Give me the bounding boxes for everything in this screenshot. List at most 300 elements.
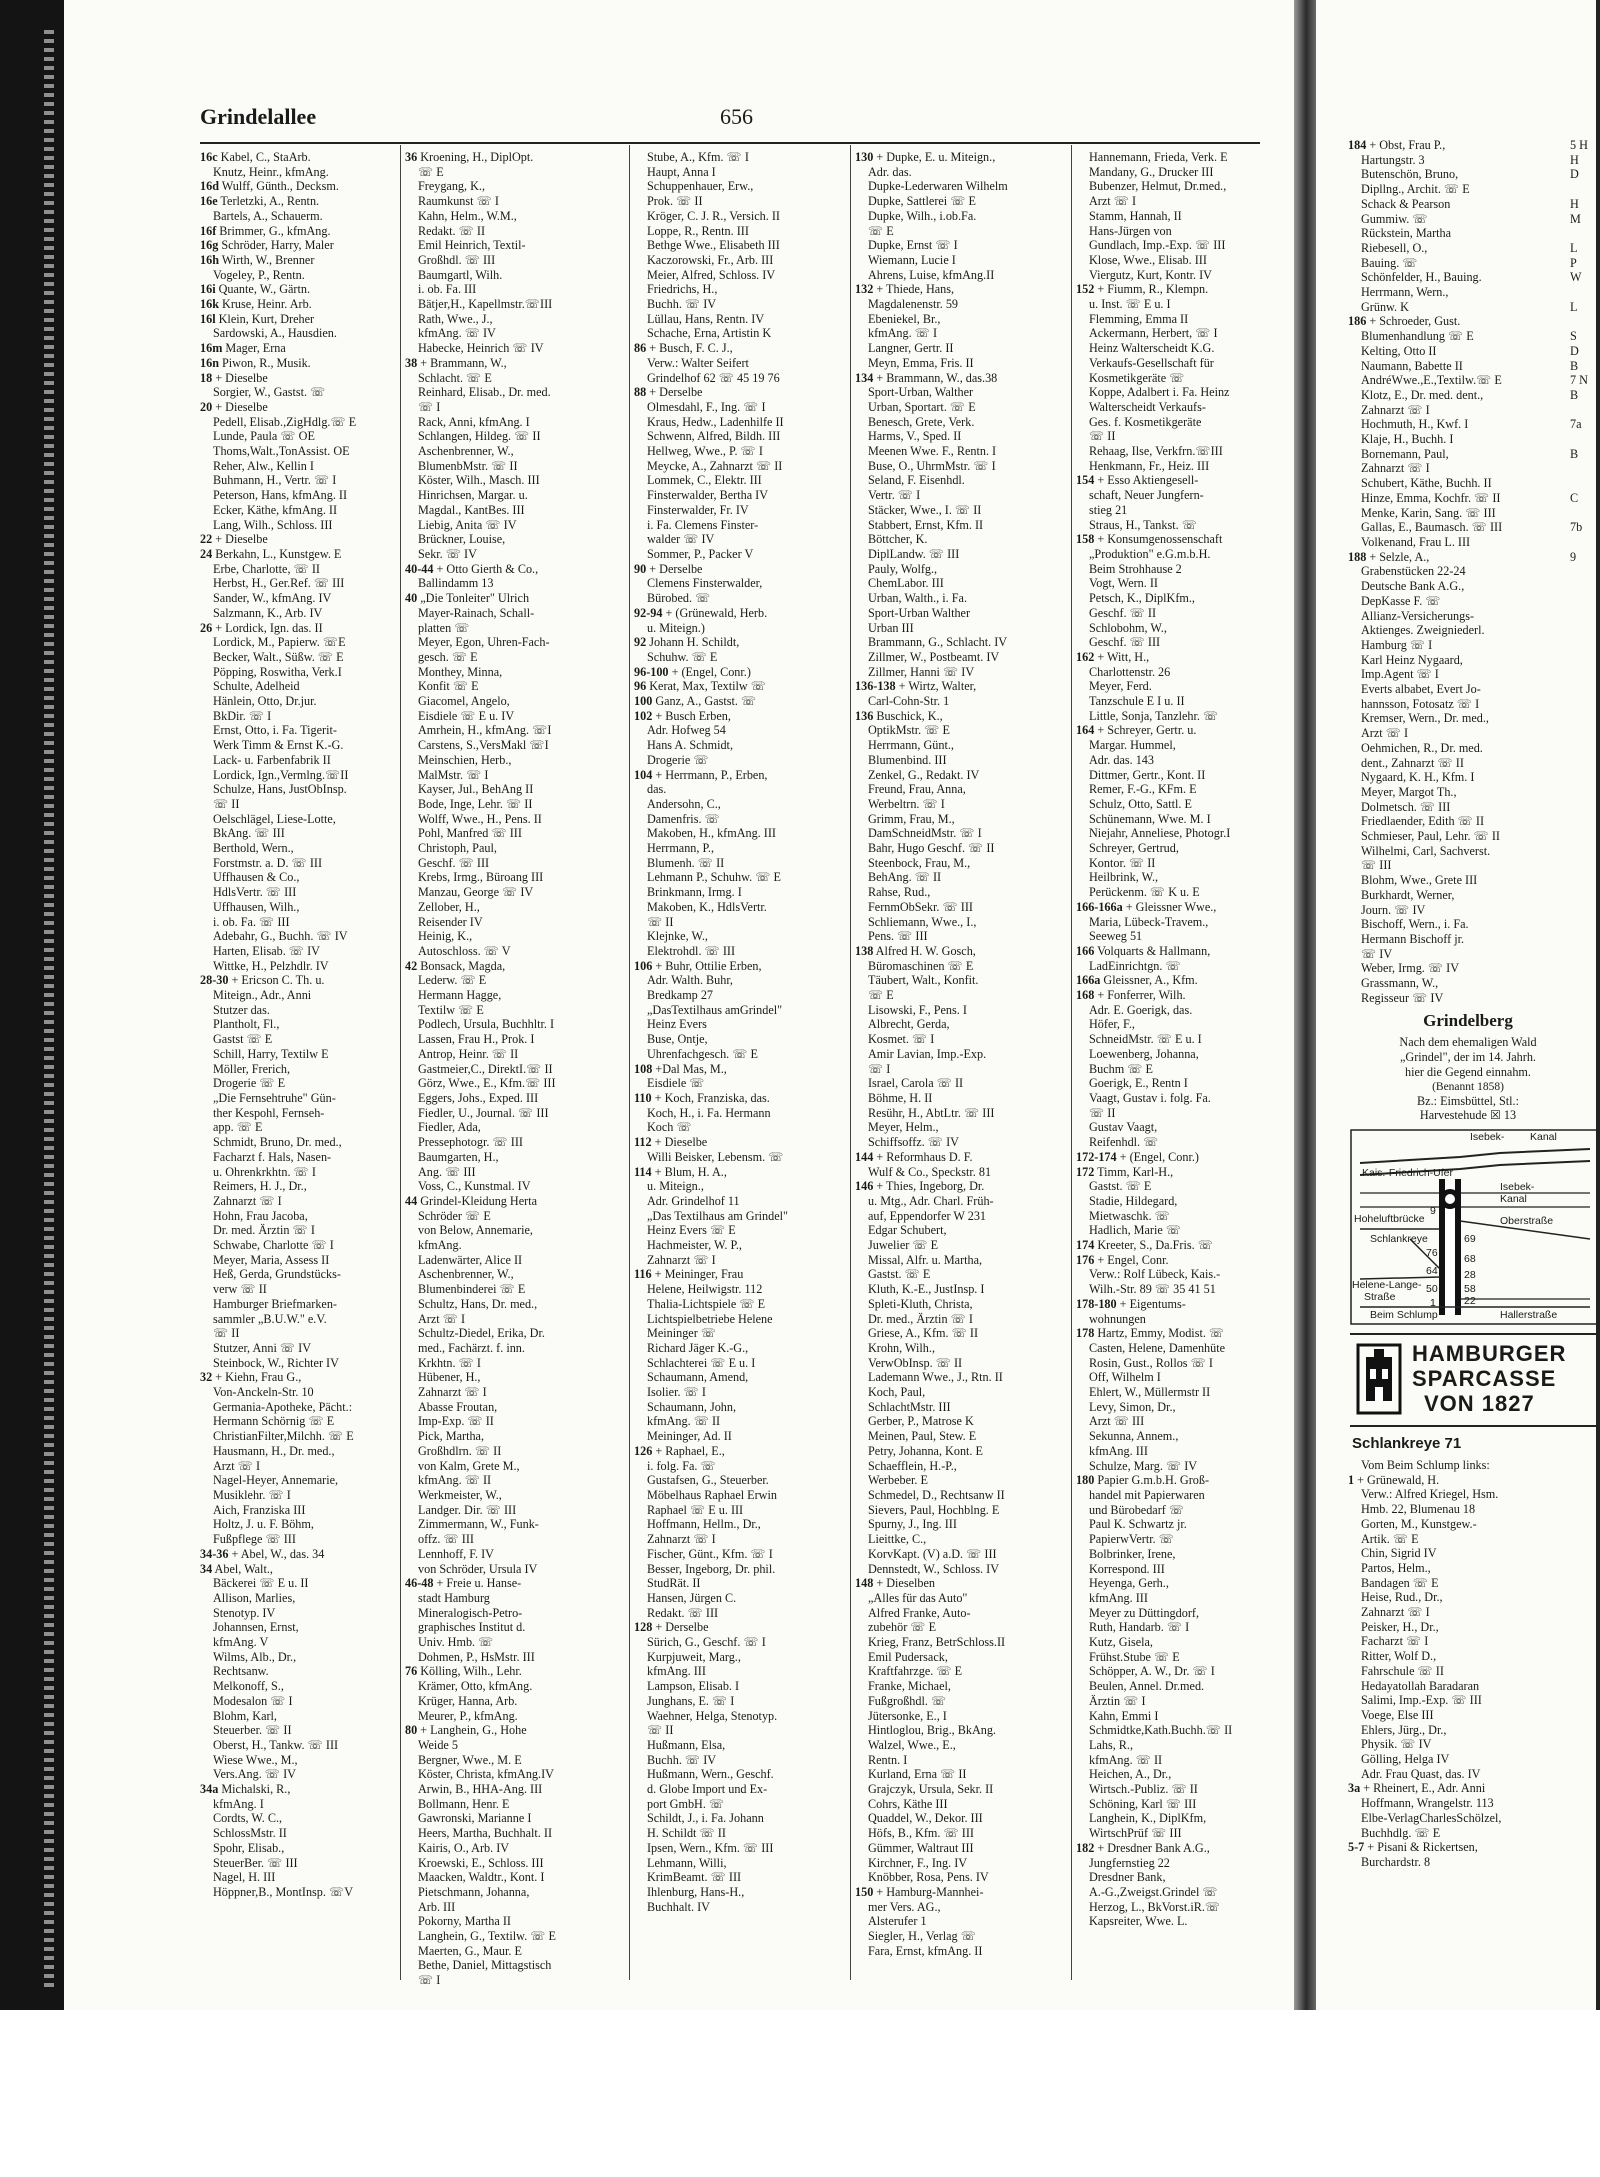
directory-entry-line: Albrecht, Gerda, — [868, 1017, 950, 1032]
directory-entry-line: ☏ I — [418, 399, 441, 414]
map-label: Helene-Lange- — [1352, 1279, 1422, 1291]
house-number-entry: 16g Schröder, Harry, Maler — [200, 238, 334, 253]
directory-entry-line: Zillmer, W., Postbeamt. IV — [868, 649, 1000, 664]
directory-entry-line: Arzt ☏ I — [213, 1458, 261, 1473]
edge-fragment: D — [1570, 343, 1579, 358]
directory-entry-line: Kayser, Jul., BehAng II — [418, 782, 534, 797]
directory-entry-line: Hußmann, Elsa, — [647, 1737, 726, 1752]
directory-entry-line: Buchhalt. IV — [647, 1899, 710, 1914]
directory-entry-line: Carstens, S.,VersMakl ☏I — [418, 738, 549, 753]
directory-entry-line: Artik. ☏ E — [1361, 1531, 1419, 1546]
directory-entry-line: Loppe, R., Rentn. III — [647, 223, 749, 238]
directory-entry-line: Bubenzer, Helmut, Dr.med., — [1089, 179, 1227, 194]
directory-entry-line: Pauly, Wolfg., — [868, 561, 938, 576]
directory-entry-line: Urban, Walth., i. Fa. — [868, 591, 967, 606]
directory-entry-line: ☏ E — [868, 223, 894, 238]
directory-entry-line: Hoffmann, Wrangelstr. 113 — [1361, 1796, 1494, 1811]
map-label: Kais.-Friedrich-Ufer — [1362, 1167, 1454, 1179]
directory-entry-line: Mineralogisch-Petro- — [418, 1605, 523, 1620]
directory-entry-line: d. Globe Import und Ex- — [647, 1782, 768, 1797]
directory-entry-line: Dipllng., Archit. ☏ E — [1361, 182, 1470, 197]
directory-entry-line: Langhein, K., DiplKfm, — [1089, 1811, 1207, 1826]
directory-entry-line: Grassmann, W., — [1361, 976, 1439, 991]
directory-entry-line: Meyn, Emma, Fris. II — [868, 355, 974, 370]
directory-entry-line: Dupke, Ernst ☏ I — [868, 238, 958, 253]
directory-entry-line: StudRät. II — [647, 1576, 701, 1591]
directory-entry-line: Bolbrinker, Irene, — [1089, 1546, 1176, 1561]
directory-entry-line: Magdal., KantBes. III — [418, 502, 525, 517]
directory-entry-line: Böttcher, K. — [868, 532, 928, 547]
map-label: Hoheluftbrücke — [1354, 1213, 1425, 1225]
directory-entry-line: ☏ I — [868, 1061, 891, 1076]
directory-entry-line: Hintloglou, Brig., BkAng. — [868, 1723, 996, 1738]
directory-entry-line: Wolff, Wwe., H., Pens. II — [418, 811, 542, 826]
house-number-entry: 178 Hartz, Emmy, Modist. ☏ — [1076, 1326, 1225, 1341]
directory-entry-line: Heichen, A., Dr., — [1089, 1767, 1172, 1782]
directory-entry-line: Amir Lavian, Imp.-Exp. — [868, 1046, 987, 1061]
directory-entry-line: Höfer, F., — [1089, 1017, 1135, 1032]
directory-entry-line: Hermann Hagge, — [418, 988, 502, 1003]
directory-entry-line: Klotz, E., Dr. med. dent., — [1361, 387, 1484, 402]
directory-entry-line: Ipsen, Wern., Kfm. ☏ III — [647, 1840, 774, 1855]
directory-entry-line: kfmAng. ☏ II — [418, 1473, 492, 1488]
directory-entry-line: Walzel, Wwe., E., — [868, 1737, 956, 1752]
directory-entry-line: Voege, Else III — [1361, 1707, 1434, 1722]
directory-entry-line: Sievers, Paul, Hochblng. E — [868, 1502, 1000, 1517]
directory-entry-line: walder ☏ IV — [647, 532, 715, 547]
edge-fragment — [1570, 506, 1596, 521]
directory-entry-line: Beim Strohhause 2 — [1089, 561, 1182, 576]
directory-entry-line: Eggers, Johs., Exped. III — [418, 1091, 539, 1105]
directory-entry-line: ☏ III — [1361, 858, 1392, 873]
directory-entry-line: Wilms, Alb., Dr., — [213, 1649, 297, 1664]
directory-entry-line: kfmAng. ☏ II — [1089, 1752, 1163, 1767]
directory-entry-line: ☏ IV — [1361, 946, 1393, 961]
directory-entry-line: H. Schildt ☏ II — [647, 1826, 726, 1841]
house-number-entry: 34a Michalski, R., — [200, 1782, 291, 1797]
directory-entry-line: Gastst. ☏ E — [1089, 1179, 1152, 1194]
directory-entry-line: i. ob. Fa. III — [418, 282, 477, 297]
directory-entry-line: Krieg, Franz, BetrSchloss.II — [868, 1635, 1006, 1650]
directory-entry-line: Deutsche Bank A.G., — [1361, 579, 1465, 594]
directory-entry-line: Grabenstücken 22-24 — [1361, 564, 1466, 579]
directory-entry-line: app. ☏ E — [213, 1120, 263, 1135]
directory-entry-line: Peterson, Hans, kfmAng. II — [213, 488, 348, 503]
directory-entry-line: Koch, H., i. Fa. Hermann — [647, 1105, 771, 1120]
directory-entry-line: Johannsen, Ernst, — [213, 1620, 299, 1635]
directory-entry-line: Krüger, Hanna, Arb. — [418, 1693, 518, 1708]
ad-title-line: VON 1827 — [1424, 1391, 1535, 1416]
directory-entry-line: Ehlert, W., Müllermstr II — [1089, 1385, 1211, 1400]
house-number-entry: 46-48 + Freie u. Hanse- — [405, 1576, 522, 1591]
directory-entry-line: Ruth, Handarb. ☏ I — [1089, 1620, 1190, 1635]
directory-entry-line: Schwabe, Charlotte ☏ I — [213, 1238, 334, 1253]
directory-entry-line: Ackermann, Herbert, ☏ I — [1089, 326, 1218, 341]
directory-entry-line: Steenbock, Frau, M., — [868, 855, 971, 870]
directory-entry-line: Blohm, Karl, — [213, 1708, 277, 1723]
directory-entry-line: Zahnarzt ☏ I — [647, 1252, 716, 1267]
directory-entry-line: Dolmetsch. ☏ III — [1361, 799, 1451, 814]
directory-entry-line: Blumenbinderei ☏ E — [418, 1282, 526, 1297]
directory-entry-line: Bätjer,H., Kapellmstr.☏III — [418, 297, 553, 312]
street-map — [1350, 1129, 1600, 1325]
directory-entry-line: Buchh. ☏ IV — [647, 1752, 717, 1767]
directory-entry-line: Hannemann, Frieda, Verk. E — [1089, 150, 1228, 164]
house-number-entry: 172-174 + (Engel, Conr.) — [1076, 1149, 1199, 1164]
directory-entry-line: Schöning, Karl ☏ III — [1089, 1796, 1197, 1811]
directory-entry-line: Knöbber, Rosa, Pens. IV — [868, 1870, 989, 1885]
house-number-entry: 16m Mager, Erna — [200, 341, 286, 356]
directory-entry-line: Schlobohm, W., — [1089, 620, 1167, 635]
directory-entry-line: Meininger, Ad. II — [647, 1429, 732, 1444]
directory-entry-line: Petsch, K., DiplKfm., — [1089, 591, 1195, 606]
directory-entry-line: Gastmeier,C., DirektI.☏ II — [418, 1061, 553, 1076]
house-number-entry: 112 + Dieselbe — [634, 1135, 708, 1150]
house-number-entry: 150 + Hamburg-Mannhei- — [855, 1884, 984, 1899]
directory-entry-line: Lüllau, Hans, Rentn. IV — [647, 311, 765, 326]
directory-entry-line: Willi Beisker, Lebensm. ☏ — [647, 1149, 784, 1164]
edge-fragment: 7 N — [1570, 373, 1588, 388]
directory-entry-line: Maerten, G., Maur. E — [418, 1943, 522, 1958]
edge-fragment: H — [1570, 196, 1579, 211]
edge-fragment: B — [1570, 387, 1579, 402]
directory-entry-line: AndréWwe.,E.,Textilw.☏ E — [1361, 373, 1502, 388]
directory-entry-line: ChristianFilter,Milchh. ☏ E — [213, 1429, 354, 1444]
directory-entry-line: SchlachtMstr. III — [868, 1399, 951, 1414]
directory-entry-line: Aktienges. Zweigniederl. — [1361, 623, 1485, 638]
directory-entry-line: Christoph, Paul, — [418, 841, 497, 856]
house-number-entry: 176 + Engel, Conr. — [1076, 1252, 1169, 1267]
directory-entry-line: Uffhausen, Wilh., — [213, 899, 300, 914]
directory-entry-line: Emil Pudersack, — [868, 1649, 948, 1664]
page-number: 656 — [720, 104, 753, 129]
section-note-line: Nach dem ehemaligen Wald — [1399, 1035, 1537, 1050]
house-number-entry: 5-7 + Pisani & Rickertsen, — [1348, 1840, 1478, 1855]
house-number-entry: 16l Klein, Kurt, Dreher — [200, 311, 315, 326]
directory-entry-line: Rückstein, Martha — [1361, 226, 1452, 241]
header-rule — [200, 142, 1260, 144]
directory-entry-line: ChemLabor. III — [868, 576, 944, 591]
page-right-edge — [1596, 0, 1600, 2010]
directory-entry-line: Adebahr, G., Buchh. ☏ IV — [213, 929, 348, 944]
edge-fragment: S — [1570, 329, 1577, 344]
directory-entry-line: Heers, Martha, Buchhalt. II — [418, 1826, 553, 1841]
directory-entry-line: Junghans, E. ☏ I — [647, 1693, 735, 1708]
directory-entry-line: Seeweg 51 — [1089, 929, 1143, 944]
directory-entry-line: Melkonoff, S., — [213, 1679, 284, 1694]
directory-entry-line: Forstmstr. a. D. ☏ III — [213, 855, 323, 870]
directory-entry-line: Zenkel, G., Redakt. IV — [868, 767, 980, 782]
directory-entry-line: Naumann, Babette II — [1361, 358, 1463, 373]
map-label: Kanal — [1500, 1193, 1527, 1205]
directory-entry-line: kfmAng. III — [1089, 1443, 1148, 1458]
house-number-entry: 16n Piwon, R., Musik. — [200, 355, 311, 370]
directory-entry-line: Ehlers, Jürg., Dr., — [1361, 1722, 1447, 1737]
directory-entry-line: Langhein, G., Textilw. ☏ E — [418, 1929, 556, 1944]
directory-entry-line: Redakt. ☏ II — [418, 223, 486, 238]
directory-entry-line: Hußmann, Wern., Geschf. — [647, 1767, 774, 1782]
directory-entry-line: Pressephotogr. ☏ III — [418, 1135, 523, 1150]
house-number-entry: 32 + Kiehn, Frau G., — [200, 1370, 302, 1385]
directory-entry-line: Werbeber. E — [868, 1473, 928, 1488]
directory-entry-line: Schünemann, Wwe. M. I — [1089, 811, 1211, 826]
directory-entry-line: Kraftfahrzge. ☏ E — [868, 1664, 963, 1679]
directory-entry-line: Verw.: Walter Seifert — [647, 355, 749, 370]
directory-entry-line: Freund, Frau, Anna, — [868, 782, 966, 797]
directory-entry-line: Olmesdahl, F., Ing. ☏ I — [647, 399, 766, 414]
directory-entry-line: Nagel-Heyer, Annemarie, — [213, 1473, 339, 1488]
directory-entry-line: MalMstr. ☏ I — [418, 767, 489, 782]
directory-entry-line: Schaumann, John, — [647, 1399, 737, 1414]
directory-entry-line: Schlacht. ☏ E — [418, 370, 492, 385]
directory-entry-line: Clemens Finsterwalder, — [647, 576, 763, 591]
directory-entry-line: Beulen, Annel. Dr.med. — [1089, 1679, 1205, 1694]
directory-entry-line: Benesch, Grete, Verk. — [868, 414, 975, 429]
directory-entry-line: u. Miteign.) — [647, 620, 705, 635]
directory-entry-line: BkDir. ☏ I — [213, 708, 272, 723]
directory-entry-line: Isolier. ☏ I — [647, 1385, 706, 1400]
directory-entry-line: Little, Sonja, Tanzlehr. ☏ — [1089, 708, 1219, 723]
directory-entry-line: Schill, Harry, Textilw E — [213, 1046, 329, 1061]
directory-entry-line: Gummiw. ☏ — [1361, 211, 1428, 226]
directory-entry-line: Ritter, Wolf D., — [1361, 1649, 1437, 1664]
spine-pattern — [44, 30, 54, 1990]
directory-entry-line: Baumgartl, Wilh. — [418, 267, 503, 282]
directory-entry-line: Buchhdlg. ☏ E — [1361, 1825, 1441, 1840]
directory-entry-line: Siegler, H., Verlag ☏ — [868, 1929, 976, 1944]
directory-entry-line: Reimers, H. J., Dr., — [213, 1179, 307, 1194]
directory-entry-line: Rack, Anni, kfmAng. I — [418, 414, 530, 429]
map-label: 76 — [1426, 1247, 1438, 1259]
ad-street-address: Schlankreye 71 — [1352, 1435, 1462, 1452]
house-number-entry: 20 + Dieselbe — [200, 399, 268, 414]
directory-entry-line: Makoben, H., kfmAng. III — [647, 826, 776, 841]
directory-entry-line: A.-G.,Zweigst.Grindel ☏ — [1089, 1884, 1218, 1899]
edge-fragment — [1570, 476, 1596, 491]
house-number-entry: 128 + Derselbe — [634, 1620, 709, 1635]
directory-entry-line: Ärztin ☏ I — [1089, 1693, 1146, 1708]
directory-entry-line: ☏ II — [213, 1326, 240, 1341]
house-number-entry: 184 + Obst, Frau P., — [1348, 138, 1446, 152]
directory-entry-line: Charlottenstr. 26 — [1089, 664, 1171, 679]
directory-entry-line: Manzau, George ☏ IV — [418, 885, 534, 900]
directory-entry-line: Lademann Wwe., J., Rtn. II — [868, 1370, 1003, 1385]
directory-entry-line: Dresdner Bank, — [1089, 1870, 1166, 1885]
directory-entry-line: Waehner, Helga, Stenotyp. — [647, 1708, 778, 1723]
house-number-entry: 38 + Brammann, W., — [405, 355, 507, 370]
directory-entry-line: Heilbrink, W., — [1089, 870, 1159, 885]
map-label: Beim Schlump — [1370, 1309, 1438, 1321]
directory-entry-line: Hausmann, H., Dr. med., — [213, 1443, 335, 1458]
directory-entry-line: Kaczorowski, Fr., Arb. III — [647, 252, 774, 267]
directory-entry-line: Pick, Martha, — [418, 1429, 485, 1444]
edge-fragment: 9 — [1570, 549, 1577, 564]
directory-entry-line: Ladenwärter, Alice II — [418, 1252, 523, 1267]
edge-fragment: D — [1570, 167, 1579, 182]
directory-entry-line: stieg 21 — [1089, 502, 1128, 517]
directory-entry-line: Pedell, Elisab.,ZigHdlg.☏ E — [213, 414, 357, 429]
directory-entry-line: Aschenbrenner, W., — [418, 444, 514, 459]
directory-entry-line: Goerigk, E., Rentn I — [1089, 1076, 1188, 1091]
directory-entry-line: Rehaag, Ilse, Verkfrn.☏III — [1089, 444, 1223, 459]
map-label: Schlankreye — [1370, 1233, 1428, 1245]
directory-entry-line: Klejnke, W., — [647, 929, 708, 944]
directory-entry-line: Volkenand, Frau L. III — [1361, 534, 1471, 549]
house-number-entry: 164 + Schreyer, Gertr. u. — [1076, 723, 1197, 738]
directory-entry-line: Germania-Apotheke, Pächt.: — [213, 1399, 353, 1414]
edge-fragment: B — [1570, 446, 1579, 461]
directory-entry-line: kfmAng. III — [1089, 1590, 1148, 1605]
directory-entry-line: Helene, Heilwigstr. 112 — [647, 1282, 763, 1297]
directory-entry-line: Klose, Wwe., Elisab. III — [1089, 252, 1207, 267]
directory-entry-line: Grimm, Frau, M., — [868, 811, 955, 826]
directory-entry-line: Missal, Alfr. u. Martha, — [868, 1252, 983, 1267]
directory-entry-line: ☏ II — [213, 796, 240, 811]
directory-entry-line: Physik. ☏ IV — [1361, 1737, 1432, 1752]
directory-entry-line: Schröder ☏ E — [418, 1208, 491, 1223]
directory-entry-line: Hans-Jürgen von — [1089, 223, 1172, 238]
directory-entry-line: u. Mtg., Adr. Charl. Früh- — [868, 1193, 994, 1208]
directory-entry-line: Verw.: Rolf Lübeck, Kais.- — [1089, 1267, 1221, 1282]
edge-fragment — [1570, 535, 1596, 550]
directory-entry-line: Frühst.Stube ☏ E — [1089, 1649, 1180, 1664]
directory-entry-line: Salimi, Imp.-Exp. ☏ III — [1361, 1693, 1482, 1708]
directory-entry-line: Kapsreiter, Wwe. L. — [1089, 1914, 1188, 1929]
directory-entry-line: Lack- u. Farbenfabrik II — [213, 752, 331, 767]
directory-entry-line: Buchm ☏ E — [1089, 1061, 1153, 1076]
house-number-entry: 3a + Rheinert, E., Adr. Anni — [1348, 1781, 1486, 1796]
directory-entry-line: Fußgroßhdl. ☏ — [868, 1693, 947, 1708]
house-number-entry: 130 + Dupke, E. u. Miteign., — [855, 150, 996, 164]
directory-entry-line: Werkmeister, W., — [418, 1487, 502, 1502]
house-number-entry: 16c Kabel, C., StaArb. — [200, 150, 311, 164]
directory-entry-line: Meinschien, Herb., — [418, 752, 512, 767]
directory-entry-line: Hamburg ☏ I — [1361, 637, 1433, 652]
directory-entry-line: Heise, Rud., Dr., — [1361, 1590, 1443, 1605]
directory-entry-line: Herrmann, Günt., — [868, 738, 954, 753]
directory-entry-line: Lehmann P., Schuhw. ☏ E — [647, 870, 781, 885]
directory-entry-line: Burkhardt, Werner, — [1361, 887, 1455, 902]
directory-entry-line: verw ☏ II — [213, 1282, 267, 1297]
directory-entry-line: Vaagt, Gustav i. folg. Fa. — [1089, 1091, 1211, 1105]
directory-entry-line: Casten, Helene, Damenhüte — [1089, 1340, 1226, 1355]
directory-entry-line: Peisker, H., Dr., — [1361, 1619, 1439, 1634]
directory-entry-line: Lang, Wilh., Schloss. III — [213, 517, 333, 532]
directory-entry-line: u. Ohrenkrkhtn. ☏ I — [213, 1164, 316, 1179]
directory-entry-line: Alsterufer 1 — [868, 1914, 927, 1929]
directory-entry-line: Off, Wilhelm I — [1089, 1370, 1161, 1385]
house-number-entry: 34 Abel, Walt., — [200, 1561, 273, 1576]
directory-entry-line: Sander, W., kfmAng. IV — [213, 591, 332, 606]
ad-title-line: HAMBURGER — [1412, 1341, 1567, 1366]
house-number-entry: 106 + Buhr, Ottilie Erben, — [634, 958, 762, 973]
directory-entry-line: Israel, Carola ☏ II — [868, 1076, 964, 1091]
directory-entry-line: Autoschloss. ☏ V — [418, 943, 511, 958]
directory-entry-line: PapierwVertr. ☏ — [1089, 1532, 1174, 1547]
directory-column-2 — [405, 150, 625, 1988]
directory-entry-line: Korrespond. III — [1089, 1561, 1165, 1576]
directory-entry-line: Eisdiele ☏ E u. IV — [418, 708, 515, 723]
house-number-entry: 132 + Thiede, Hans, — [855, 282, 955, 297]
directory-entry-line: Kurpjuweit, Marg., — [647, 1649, 741, 1664]
edge-fragment — [1570, 432, 1596, 447]
directory-entry-line: kfmAng. I — [213, 1796, 264, 1811]
directory-entry-line: Görz, Wwe., E., Kfm.☏ III — [418, 1076, 556, 1091]
advertisement-box — [1350, 1333, 1600, 1427]
directory-entry-line: Hansen, Jürgen C. — [647, 1590, 737, 1605]
column-6-entries-bottom — [1348, 1458, 1588, 1870]
house-number-entry: 144 + Reformhaus D. F. — [855, 1149, 973, 1164]
district-note-line: Harvestehude ☒ 13 — [1419, 1108, 1517, 1123]
directory-entry-line: Besser, Ingeborg, Dr. phil. — [647, 1561, 776, 1576]
directory-entry-line: Schultz-Diedel, Erika, Dr. — [418, 1326, 545, 1341]
directory-entry-line: Meinen, Paul, Stew. E — [868, 1429, 977, 1444]
directory-entry-line: Haupt, Anna I — [647, 164, 716, 179]
edge-fragment: M — [1570, 211, 1581, 226]
directory-entry-line: Meyer, Maria, Assess II — [213, 1252, 330, 1267]
directory-entry-line: Bethge Wwe., Elisabeth III — [647, 238, 780, 253]
directory-entry-line: „Produktion" e.G.m.b.H. — [1089, 546, 1211, 561]
directory-entry-line: Henkmann, Fr., Heiz. III — [1089, 458, 1210, 473]
directory-entry-line: Edgar Schubert, — [868, 1223, 947, 1238]
directory-entry-line: Podlech, Ursula, Buchhltr. I — [418, 1017, 555, 1032]
directory-entry-line: Meier, Alfred, Schloss. IV — [647, 267, 776, 282]
directory-entry-line: BehAng. ☏ II — [868, 870, 942, 885]
directory-entry-line: Abasse Froutan, — [418, 1399, 498, 1414]
directory-entry-line: Kröger, C. J. R., Versich. II — [647, 208, 780, 223]
directory-entry-line: Schultz, Hans, Dr. med., — [418, 1296, 538, 1311]
house-number-entry: 102 + Busch Erben, — [634, 708, 731, 723]
directory-entry-line: Buhmann, H., Vertr. ☏ I — [213, 473, 337, 488]
map-label: 9 — [1430, 1205, 1436, 1217]
house-number-entry: 114 + Blum, H. A., — [634, 1164, 727, 1179]
directory-entry-line: Adr. das. 143 — [1089, 752, 1154, 767]
directory-entry-line: Resühr, H., AbtLtr. ☏ III — [868, 1105, 995, 1120]
directory-entry-line: KrimBeamt. ☏ III — [647, 1870, 742, 1885]
directory-entry-line: Prok. ☏ II — [647, 194, 703, 209]
map-label: 58 — [1464, 1283, 1476, 1295]
house-number-entry: 182 + Dresdner Bank A.G., — [1076, 1840, 1210, 1855]
directory-entry-line: Andersohn, C., — [647, 796, 721, 811]
directory-entry-line: Geschf. ☏ III — [1089, 635, 1161, 650]
directory-entry-line: Kroewski, E., Schloss. III — [418, 1855, 544, 1870]
directory-entry-line: Friedlaender, Edith ☏ II — [1361, 814, 1485, 829]
directory-entry-line: Schlachterei ☏ E u. I — [647, 1355, 756, 1370]
directory-entry-line: Textilw ☏ E — [418, 1002, 484, 1017]
directory-entry-line: Perückenm. ☏ K u. E — [1089, 885, 1200, 900]
house-number-entry: 96-100 + (Engel, Conr.) — [634, 664, 751, 679]
house-number-entry: 16i Quante, W., Gärtn. — [200, 282, 311, 297]
house-number-entry: 178-180 + Eigentums- — [1076, 1296, 1186, 1311]
directory-entry-line: Partos, Helm., — [1361, 1560, 1431, 1575]
directory-entry-line: Berthold, Wern., — [213, 841, 294, 856]
directory-entry-line: Höfs, B., Kfm. ☏ III — [868, 1826, 974, 1841]
directory-entry-line: Sürich, G., Geschf. ☏ I — [647, 1635, 766, 1650]
directory-entry-line: Koch, Paul, — [868, 1385, 926, 1400]
directory-entry-line: Schulze, Marg. ☏ IV — [1089, 1458, 1198, 1473]
directory-entry-line: Brückner, Louise, — [418, 532, 506, 547]
directory-entry-line: Kosmet. ☏ I — [868, 1032, 935, 1047]
house-number-entry: 172 Timm, Karl-H., — [1076, 1164, 1174, 1179]
house-number-entry: 16f Brimmer, G., kfmAng. — [200, 223, 331, 238]
directory-entry-line: port GmbH. ☏ — [647, 1796, 725, 1811]
section-note-line: (Benannt 1858) — [1432, 1080, 1504, 1093]
directory-entry-line: Heyenga, Gerh., — [1089, 1576, 1169, 1591]
directory-entry-line: Makoben, K., HdlsVertr. — [647, 899, 767, 914]
house-number-entry: 108 +Dal Mas, M., — [634, 1061, 727, 1076]
directory-entry-line: Hänlein, Otto, Dr.jur. — [213, 694, 317, 709]
directory-entry-line: Lommek, C., Elektr. III — [647, 473, 762, 488]
